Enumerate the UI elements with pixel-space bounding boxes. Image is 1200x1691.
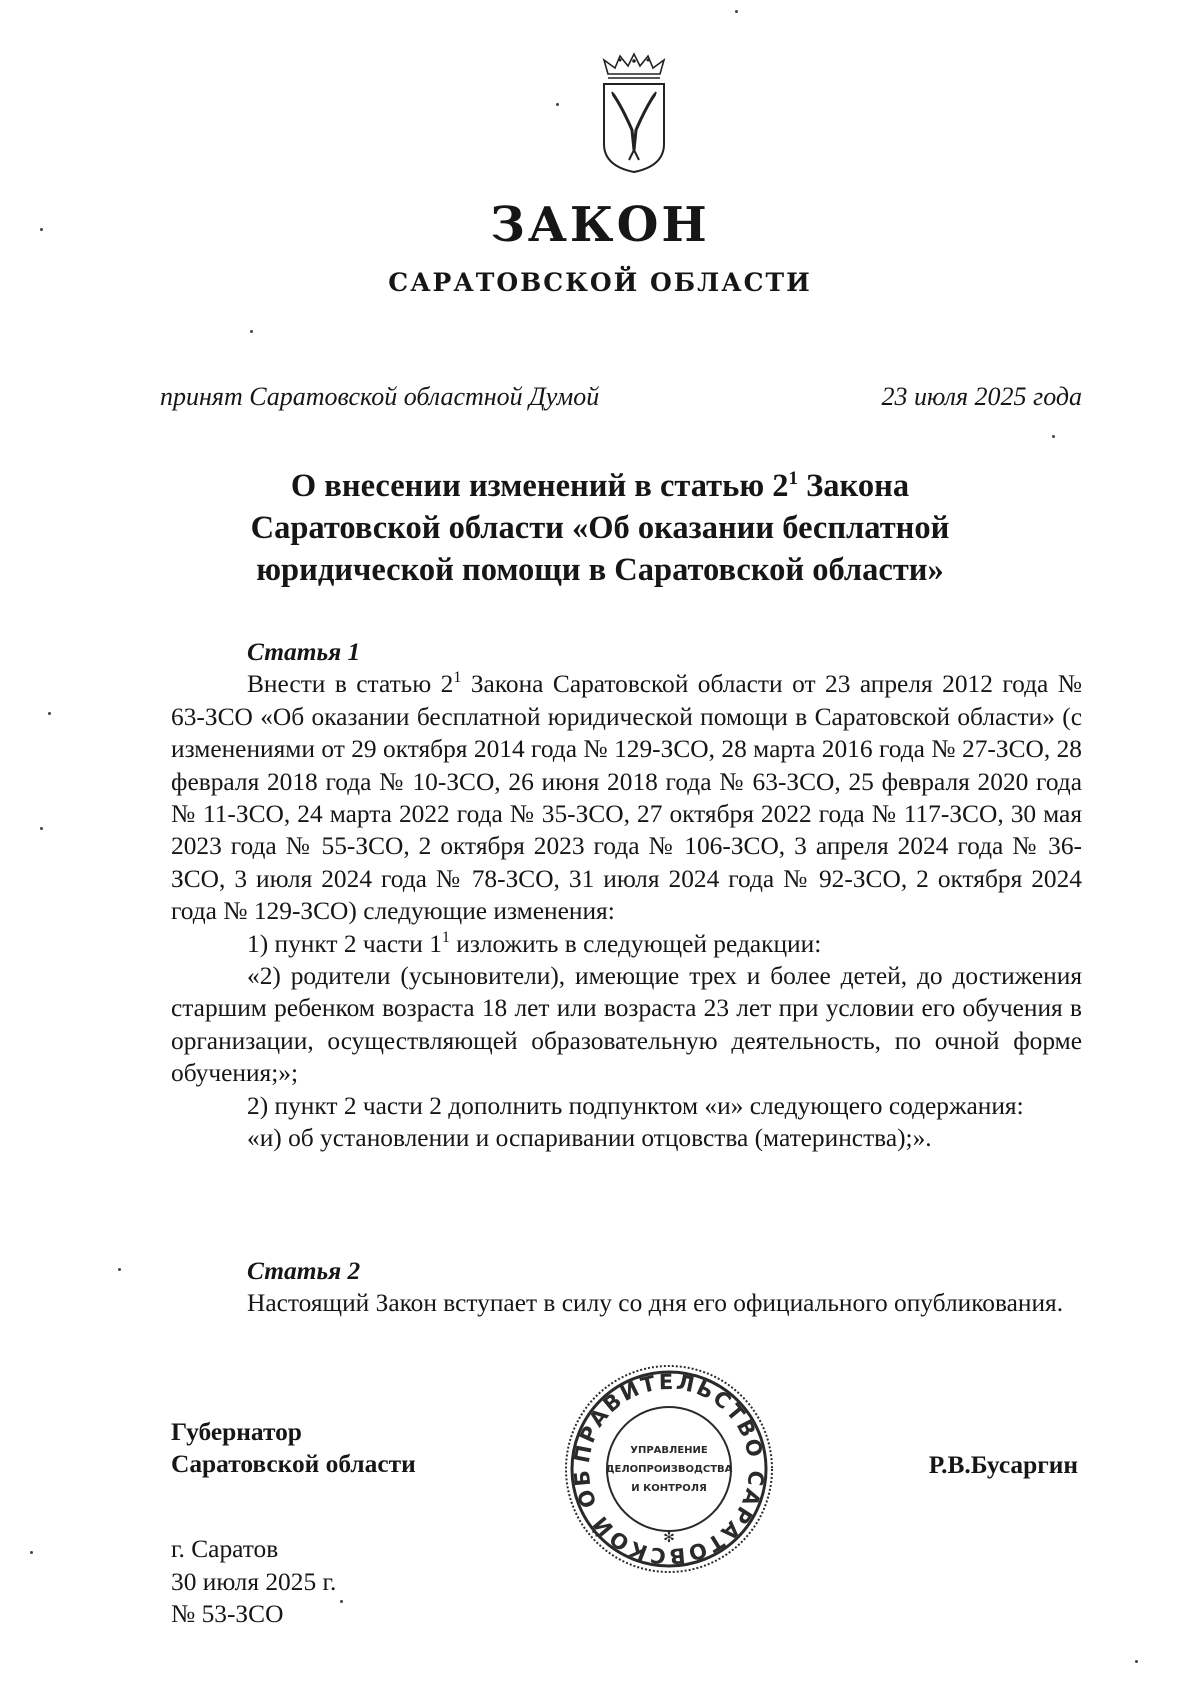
article-1-paragraph-1 [171,668,1082,927]
title-superscript: 1 [788,468,799,489]
article-1 [171,636,1082,1155]
signing-date-text: 30 июля 2025 г. [171,1567,337,1596]
scan-speck [30,1551,33,1554]
paragraph-1-rest: Закона Саратовской области от 23 апреля 2012 года № 63-ЗСО «Об оказании бесплатной юридической помощи в Саратовской области» (с изменениями от 29 октября 2014 года № 129-ЗСО, 28 марта 2016 года № 27-ЗСО, 28 февраля 2018 года № 10-ЗСО, 26 июня 2018 года № 63-ЗСО, 25 февраля 2020 года № 11-ЗСО, 24 марта 2022 года № 35-ЗСО, 27 октября 2022 года № 117-ЗСО, 30 мая 2023 года № 55-ЗСО, 2 октября 2023 года № 106-ЗСО, 3 апреля 2024 года № 36-ЗСО, 3 июля 2024 года № 78-ЗСО, 31 июля 2024 года № 92-ЗСО, 2 октября 2024 года № 129-ЗСО) следующие изменения: [171,670,1082,926]
svg-text:✻: ✻ [663,1530,675,1546]
title-line1: О внесении изменений в статью 2 [290,468,789,504]
scan-speck [1052,435,1055,438]
scan-speck [735,10,738,13]
paragraph-2-rest: изложить в следующей редакции: [449,929,822,958]
article-1-paragraph-4: 2) пункт 2 части 2 дополнить подпунктом «и» следующего содержания: [247,1091,1024,1120]
title-line2: Саратовской области «Об оказании бесплатной [250,510,950,546]
article-1-heading: Статья 1 [247,638,361,666]
seal-outer-text: ПРАВИТЕЛЬСТВО САРАТОВСКОЙ ОБ [569,1369,769,1569]
article-1-paragraph-3: «2) родители (усыновители), имеющие трех и более детей, до достижения старшим ребенком возраста 18 лет или возраста 23 лет при условии его обучения в организации, осуществляющей образовательную деятельность, по очной форме обучения;»; [171,962,1082,1088]
scan-speck [48,712,51,715]
article-2-paragraph-1: Настоящий Закон вступает в силу со дня его официального опубликования. [247,1289,1064,1318]
scan-speck [118,1268,121,1271]
paragraph-2-superscript: 1 [441,928,450,946]
seal-inner-line3: И КОНТРОЛЯ [631,1483,707,1494]
governor-position-line1: Губернатор [171,1418,302,1446]
scan-speck [40,228,43,231]
document-title [180,465,1020,591]
paragraph-1-start: Внести в статью 2 [247,670,454,699]
seal-inner-line1: УПРАВЛЕНИЕ [630,1445,708,1456]
paragraph-2-start: 1) пункт 2 части 1 [247,929,442,958]
scan-speck [250,330,253,333]
scan-speck [340,1600,343,1603]
adopted-date-text: 23 июля 2025 года [881,382,1082,411]
seal-inner-line2: ДЕЛОПРОИЗВОДСТВА [605,1464,733,1475]
paragraph-1-superscript: 1 [453,669,462,687]
governor-position-line2: Саратовской области [171,1450,416,1479]
title-line1-end: Закона [798,468,910,504]
law-subtitle: САРАТОВСКОЙ ОБЛАСТИ [388,268,812,297]
article-1-paragraph-2 [171,928,1082,960]
article-2 [171,1255,1082,1320]
adopted-by-text: принят Саратовской областной Думой [160,382,600,411]
governor-position [171,1416,416,1481]
city-text: г. Саратов [171,1535,279,1563]
governor-name: Р.В.Бусаргин [928,1451,1078,1479]
article-2-heading: Статья 2 [247,1257,361,1285]
coat-of-arms-emblem [598,52,670,174]
place-and-date-block [171,1533,336,1631]
law-number-text: № 53-ЗСО [171,1600,284,1629]
law-title: ЗАКОН [490,197,710,253]
scan-speck [556,103,559,106]
scan-speck [1135,1660,1138,1663]
title-line3: юридической помощи в Саратовской области» [256,552,944,588]
official-seal-stamp [560,1360,778,1578]
scan-speck [40,827,43,830]
article-1-paragraph-5: «и) об установлении и оспаривании отцовства (материнства);». [247,1124,932,1153]
